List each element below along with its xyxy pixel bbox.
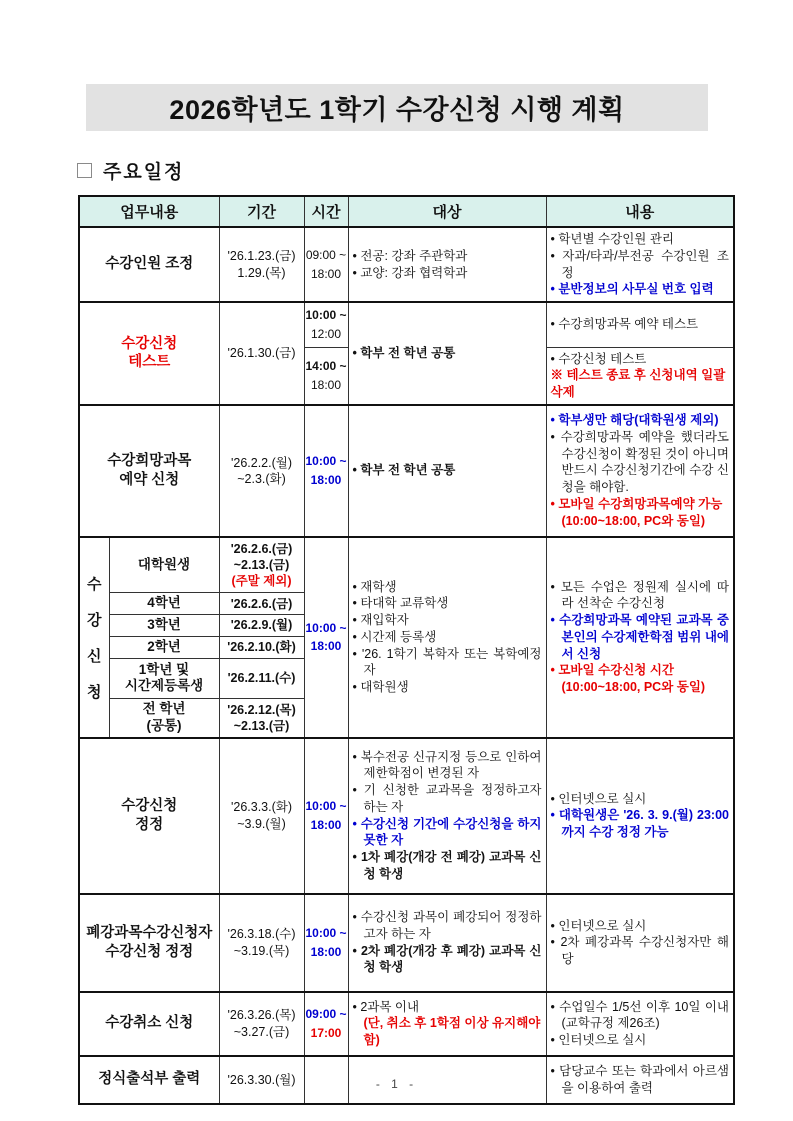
col-header-target: 대상 xyxy=(348,196,546,227)
content-item-blue: • 분반정보의 사무실 번호 입력 xyxy=(550,282,714,297)
target-item: • 복수전공 신규지정 등으로 인하여 제한학점이 변경된 자 xyxy=(352,749,542,781)
section-heading xyxy=(77,157,184,184)
target-item: • 학부 전 학년 공통 xyxy=(352,463,456,478)
content-item: • 수강희망과목 예약 테스트 xyxy=(550,317,699,332)
register-group-label-cell xyxy=(79,537,109,738)
period-line: '26.3.26.(목) xyxy=(227,1008,296,1023)
period-line: '26.3.3.(화) xyxy=(230,800,292,815)
subrow-label-all xyxy=(109,698,219,737)
content-cell xyxy=(546,894,734,992)
target-item-blue: • 수강신청 기간에 수강신청을 하지 못한 자 xyxy=(352,816,542,848)
target-item: • 2과목 이내 xyxy=(352,999,420,1014)
col-header-content: 내용 xyxy=(546,196,734,227)
sublabel-line: 1학년 및 xyxy=(138,661,190,677)
period-line: '26.2.9.(월) xyxy=(230,618,293,633)
period-line: ~2.13.(금) xyxy=(233,718,290,733)
period-cell xyxy=(219,227,304,302)
target-item: • 시간제 등록생 xyxy=(352,629,437,644)
content-item-blue: • 학부생만 해당(대학원생 제외) xyxy=(550,413,719,428)
target-item: • 재학생 xyxy=(352,579,397,594)
row-registration-test xyxy=(79,302,734,347)
subrow-period-grad xyxy=(219,537,304,593)
subrow-label-grad xyxy=(109,537,219,593)
target-item-red: (단, 취소 후 1학점 이상 유지해야함) xyxy=(363,1016,541,1047)
vert-char: 신 xyxy=(87,647,102,665)
page-number: - 1 - xyxy=(375,1077,418,1091)
task-label: 수강신청 xyxy=(121,335,178,352)
content-item-red: • 모바일 수강신청 시간 xyxy=(550,663,674,678)
target-item: • 재입학자 xyxy=(352,613,409,628)
content-item-red: (10:00~18:00, PC와 동일) xyxy=(561,680,706,695)
content-cell xyxy=(546,405,734,537)
content-item: • 2차 폐강과목 수강신청자만 해당 xyxy=(550,935,729,966)
period-line: '26.2.6.(금) xyxy=(230,541,293,556)
target-cell xyxy=(348,992,546,1056)
time-line: 14:00 ~ xyxy=(305,359,347,374)
period-line: ~2.3.(화) xyxy=(237,471,286,486)
task-label: 테스트 xyxy=(128,354,171,371)
time-cell xyxy=(304,894,348,992)
time-line: 09:00 ~ xyxy=(305,247,347,262)
content-item-red: • 모바일 수강희망과목예약 가능 xyxy=(550,496,723,511)
content-item-red: (10:00~18:00, PC와 동일) xyxy=(561,513,706,528)
target-item: • 학부 전 학년 공통 xyxy=(352,346,456,360)
time-line: 18:00 xyxy=(310,472,342,487)
time-cell xyxy=(304,992,348,1056)
period-line: ~3.19.(목) xyxy=(233,943,290,958)
subrow-label-4th xyxy=(109,593,219,615)
time-cell-morning xyxy=(304,302,348,347)
task-label: 수강신청 xyxy=(121,797,178,814)
task-label: 수강신청 정정 xyxy=(105,943,194,960)
target-item: • 전공: 강좌 주관학과 xyxy=(352,248,468,263)
period-line: '26.2.2.(월) xyxy=(230,455,292,470)
col-header-period: 기간 xyxy=(219,196,304,227)
task-cell xyxy=(79,227,219,302)
time-line: 10:00 ~ xyxy=(305,799,347,814)
sublabel-line: (공통) xyxy=(146,717,182,733)
time-line: 10:00 ~ xyxy=(305,454,347,469)
period-note-red: (주말 제외) xyxy=(231,574,292,589)
content-item: • 수강희망과목 예약을 했더라도 수강신청이 확정된 것이 아니며 반드시 수강신청기간에 수강 신청을 해야함. xyxy=(550,429,729,495)
period-line: '26.3.18.(수) xyxy=(227,927,296,942)
header-row xyxy=(79,196,734,227)
content-cell xyxy=(546,227,734,302)
vert-char: 청 xyxy=(87,683,102,701)
period-line: '26.2.10.(화) xyxy=(227,640,296,655)
schedule-table xyxy=(78,195,735,1105)
content-cell xyxy=(546,992,734,1056)
col-header-time: 시간 xyxy=(304,196,348,227)
subrow-period-2nd xyxy=(219,637,304,659)
period-cell xyxy=(219,894,304,992)
register-group-label xyxy=(80,573,109,702)
target-item: • 대학원생 xyxy=(352,680,409,695)
content-item-blue: • 수강희망과목 예약된 교과목 중 본인의 수강제한학점 범위 내에서 신청 xyxy=(550,613,729,661)
target-item: • 교양: 강좌 협력학과 xyxy=(352,265,468,280)
content-item: • 수강신청 테스트 xyxy=(550,351,647,366)
content-cell-bottom xyxy=(546,347,734,405)
sublabel-line: 4학년 xyxy=(147,595,181,611)
subrow-label-1st xyxy=(109,658,219,698)
period-line: ~3.27.(금) xyxy=(233,1024,290,1039)
row-closed-course-correction xyxy=(79,894,734,992)
time-line: 18:00 xyxy=(310,639,342,654)
time-cell xyxy=(304,537,348,738)
content-note-red: ※ 테스트 종료 후 신청내역 일괄 삭제 xyxy=(550,368,726,399)
subrow-period-4th xyxy=(219,593,304,615)
target-cell xyxy=(348,738,546,894)
hollow-square-icon xyxy=(77,163,92,178)
period-line: ~2.13.(금) xyxy=(233,557,290,572)
task-cell xyxy=(79,405,219,537)
time-line: 10:00 ~ xyxy=(305,620,347,635)
page-title: 2026학년도 1학기 수강신청 시행 계획 xyxy=(169,95,625,125)
task-cell xyxy=(79,992,219,1056)
period-line: '26.1.23.(금) xyxy=(227,249,296,264)
time-line: 17:00 xyxy=(310,1025,342,1040)
target-item: • '26. 1학기 복학자 또는 복학예정자 xyxy=(352,646,542,678)
content-item: • 인터넷으로 실시 xyxy=(550,791,647,806)
target-cell xyxy=(348,537,546,738)
target-item: • 타대학 교류학생 xyxy=(352,596,449,611)
content-item: • 모든 수업은 정원제 실시에 따라 선착순 수강신청 xyxy=(550,579,729,611)
row-register-grad xyxy=(79,537,734,593)
task-label: 수강인원 조정 xyxy=(105,256,194,273)
target-cell xyxy=(348,302,546,405)
period-cell xyxy=(219,405,304,537)
target-cell xyxy=(348,227,546,302)
vert-char: 강 xyxy=(87,611,102,629)
col-header-task: 업무내용 xyxy=(79,196,219,227)
period-line: '26.2.11.(수) xyxy=(227,671,296,686)
time-cell-afternoon xyxy=(304,347,348,405)
content-cell-top xyxy=(546,302,734,347)
period-line: '26.1.30.(금) xyxy=(227,346,296,361)
period-cell xyxy=(219,302,304,405)
time-line: 18:00 xyxy=(310,266,342,281)
content-cell xyxy=(546,537,734,738)
period-line: '26.3.30.(월) xyxy=(227,1072,296,1087)
content-item-blue: • 대학원생은 '26. 3. 9.(월) 23:00까지 수강 정정 가능 xyxy=(550,808,729,839)
row-wish-reservation xyxy=(79,405,734,537)
time-cell xyxy=(304,405,348,537)
time-cell xyxy=(304,738,348,894)
period-cell xyxy=(219,738,304,894)
task-label: 정정 xyxy=(135,816,164,833)
time-line: 18:00 xyxy=(310,377,342,392)
task-cell xyxy=(79,302,219,405)
time-line: 09:00 ~ xyxy=(305,1007,347,1022)
time-line: 18:00 xyxy=(310,817,342,832)
content-item: • 담당교수 또는 학과에서 아르샘을 이용하여 출력 xyxy=(550,1063,729,1095)
row-cancel xyxy=(79,992,734,1056)
subrow-period-all xyxy=(219,698,304,737)
title-bar xyxy=(86,84,708,131)
time-line: 18:00 xyxy=(310,944,342,959)
target-item-bold: • 2차 폐강(개강 후 폐강) 교과목 신청 학생 xyxy=(352,943,542,975)
period-line: 1.29.(목) xyxy=(237,265,286,280)
task-cell xyxy=(79,738,219,894)
subrow-period-1st xyxy=(219,658,304,698)
vert-char: 수 xyxy=(87,575,102,593)
sublabel-line: 시간제등록생 xyxy=(124,678,204,694)
section-heading-label: 주요일정 xyxy=(103,162,185,183)
subrow-period-3rd xyxy=(219,615,304,637)
sublabel-line: 3학년 xyxy=(147,617,181,633)
time-line: 10:00 ~ xyxy=(305,926,347,941)
sublabel-line: 대학원생 xyxy=(137,556,191,572)
target-item: • 기 신청한 교과목을 정정하고자 하는 자 xyxy=(352,783,542,814)
subrow-label-3rd xyxy=(109,615,219,637)
row-correction xyxy=(79,738,734,894)
task-label: 폐강과목수강신청자 xyxy=(86,924,213,941)
content-item: • 수업일수 1/5선 이후 10일 이내(교학규정 제26조) xyxy=(550,999,729,1031)
task-label: 수강취소 신청 xyxy=(105,1015,194,1032)
time-line: 10:00 ~ xyxy=(305,308,347,323)
period-line: ~3.9.(월) xyxy=(237,816,286,831)
target-item: • 수강신청 과목이 폐강되어 정정하고자 하는 자 xyxy=(352,910,542,941)
target-cell xyxy=(348,894,546,992)
content-cell xyxy=(546,738,734,894)
content-item: • 인터넷으로 실시 xyxy=(550,1033,647,1047)
sublabel-line: 2학년 xyxy=(147,639,181,654)
task-label: 수강희망과목 xyxy=(107,452,192,469)
content-item: • 학년별 수강인원 관리 xyxy=(550,232,674,246)
subrow-label-2nd xyxy=(109,637,219,659)
content-item: • 인터넷으로 실시 xyxy=(550,918,647,933)
period-line: '26.2.6.(금) xyxy=(230,596,293,611)
task-label: 예약 신청 xyxy=(119,471,180,488)
content-item: • 자과/타과/부전공 수강인원 조정 xyxy=(550,248,729,280)
period-cell xyxy=(219,992,304,1056)
time-line: 12:00 xyxy=(310,326,342,341)
task-cell xyxy=(79,894,219,992)
period-line: '26.2.12.(목) xyxy=(227,702,296,717)
target-cell xyxy=(348,405,546,537)
task-label: 정식출석부 출력 xyxy=(98,1071,201,1088)
time-cell xyxy=(304,227,348,302)
sublabel-line: 전 학년 xyxy=(142,700,186,716)
row-enrollment-adjust xyxy=(79,227,734,302)
target-item-bold: • 1차 폐강(개강 전 폐강) 교과목 신청 학생 xyxy=(352,850,542,881)
